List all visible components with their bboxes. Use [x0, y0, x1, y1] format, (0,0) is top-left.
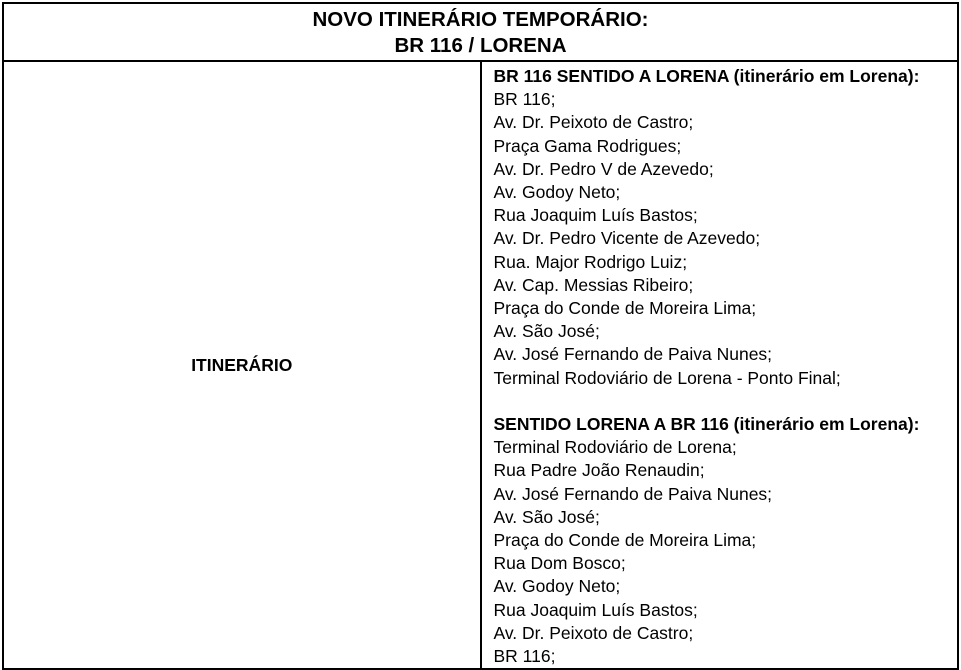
section1-stop: Av. Dr. Pedro Vicente de Azevedo; — [493, 228, 761, 249]
section1-stop: Av. Dr. Peixoto de Castro; — [493, 112, 694, 133]
section1-stop: Av. José Fernando de Paiva Nunes; — [493, 344, 773, 365]
section1-heading: BR 116 SENTIDO A LORENA (itinerário em Lorena): — [493, 66, 920, 86]
section1-stop: Av. Dr. Pedro V de Azevedo; — [493, 158, 714, 179]
section2-stop: Terminal Rodoviário de Lorena; — [493, 437, 737, 458]
section2-stop: Av. Godoy Neto; — [493, 576, 621, 597]
section2-heading: SENTIDO LORENA A BR 116 (itinerário em Lorena): — [493, 414, 920, 435]
section1-stop: Praça Gama Rodrigues; — [493, 135, 682, 156]
title-row — [3, 3, 958, 61]
section-spacer — [494, 390, 958, 413]
section1-stop: Terminal Rodoviário de Lorena - Ponto Final; — [493, 367, 841, 388]
title-line-1: NOVO ITINERÁRIO TEMPORÁRIO: — [312, 8, 649, 31]
itinerary-row — [3, 61, 958, 669]
section2-stop: Av. Dr. Peixoto de Castro; — [493, 622, 694, 643]
section2-stop: Rua Joaquim Luís Bastos; — [493, 599, 698, 620]
title-cell — [3, 3, 958, 61]
itinerary-label: ITINERÁRIO — [3, 61, 481, 669]
section1-stop: BR 116; — [493, 89, 556, 110]
section1-stop: Av. Cap. Messias Ribeiro; — [493, 274, 694, 295]
section2-stop: BR 116; — [493, 646, 556, 667]
section2-stop: Av. José Fernando de Paiva Nunes; — [493, 483, 773, 504]
section1-stop: Av. São José; — [493, 321, 600, 342]
section2-stop: Rua Dom Bosco; — [493, 553, 626, 574]
section2-stop: Av. São José; — [493, 506, 600, 527]
title-line-2: BR 116 / LORENA — [394, 34, 567, 57]
section2-stop: Rua Padre João Renaudin; — [493, 460, 705, 481]
itinerary-table — [2, 2, 959, 670]
section1-stop: Rua Joaquim Luís Bastos; — [493, 205, 698, 226]
section1-stop: Praça do Conde de Moreira Lima; — [493, 298, 757, 319]
itinerary-content — [481, 61, 959, 669]
section1-stop: Av. Godoy Neto; — [493, 182, 621, 203]
section1-stop: Rua. Major Rodrigo Luiz; — [493, 251, 688, 272]
section2-stop: Praça do Conde de Moreira Lima; — [493, 530, 757, 551]
